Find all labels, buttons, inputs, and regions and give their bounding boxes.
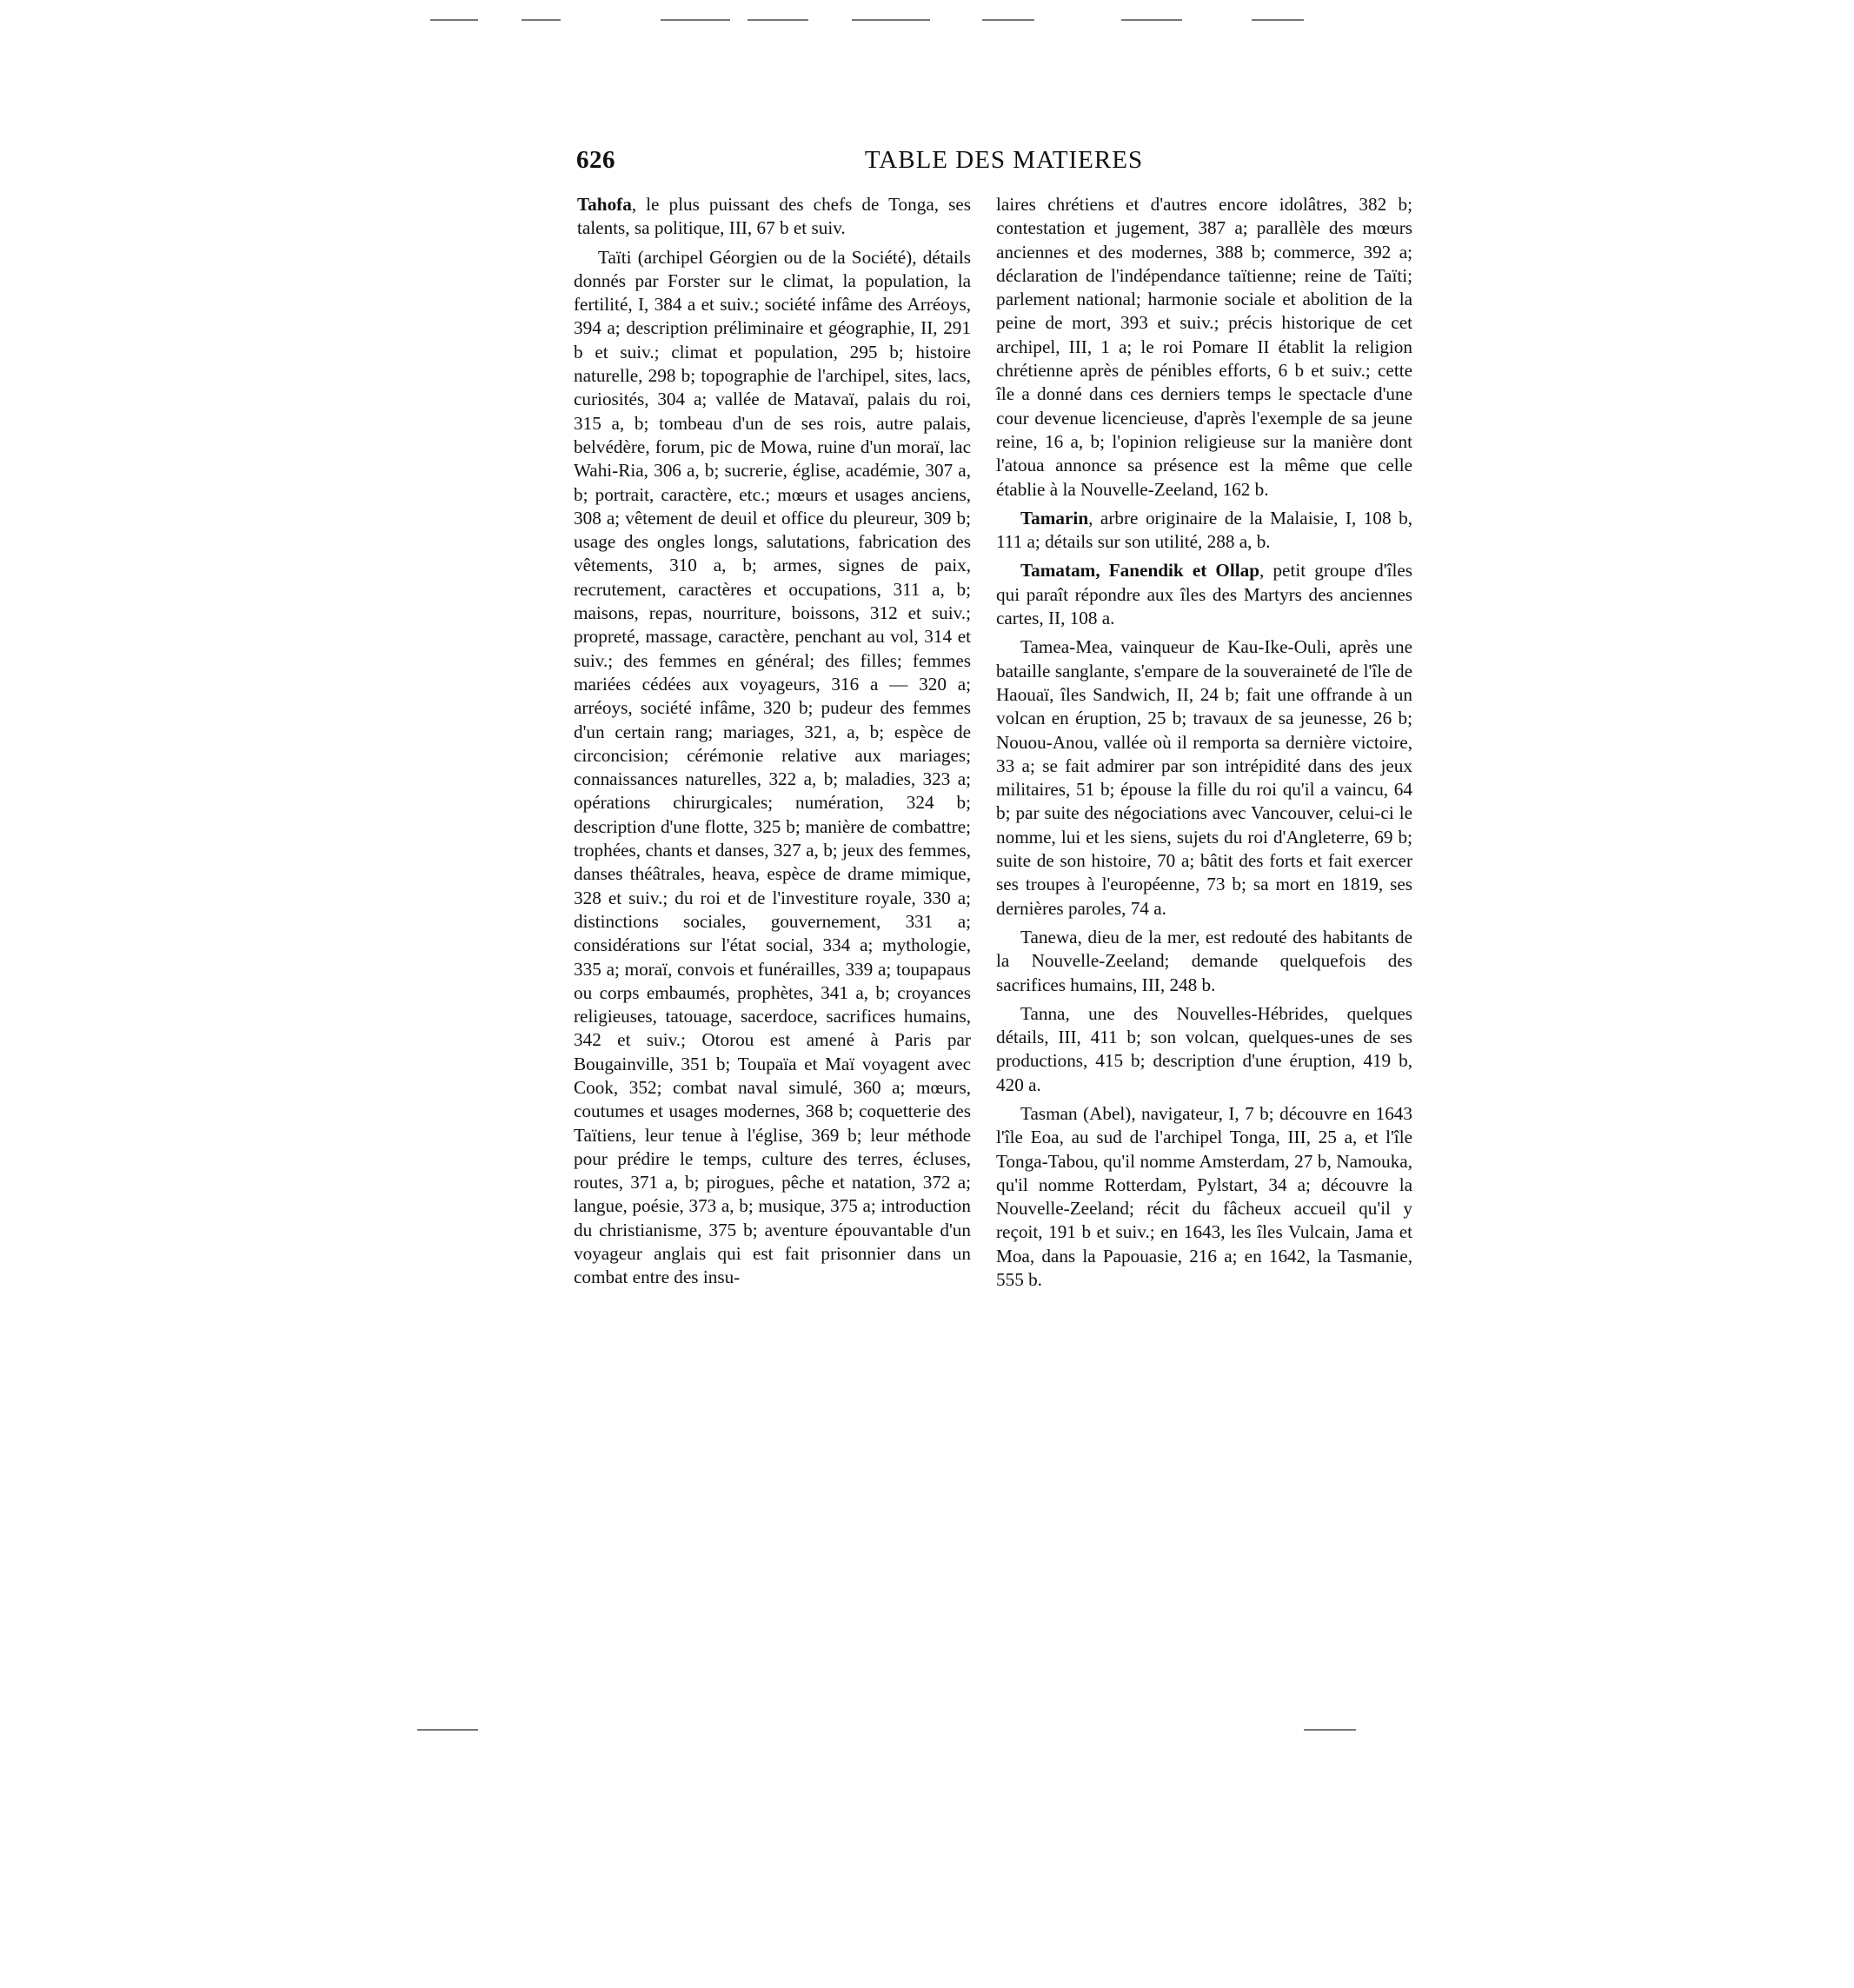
left-column	[574, 193, 971, 1295]
index-entry	[574, 246, 971, 1290]
entry-text: , le plus puissant des chefs de Tonga, ses talents, sa politique, III, 67 b et suiv.	[577, 194, 971, 239]
entry-head: Tamea-Mea	[1020, 636, 1108, 658]
entry-text: , une des Nouvelles-Hébrides, quelques détails, III, 411 b; son volcan, quelques-unes de ses productions, 415 b; description d'une éruption, 419 b, 420 a.	[996, 1002, 1412, 1095]
page-header	[569, 146, 1439, 181]
entry-text: (Abel), navigateur, I, 7 b; découvre en 1643 l'île Eoa, au sud de l'archipel Tonga, III, 25 a, et l'île Tonga-Tabou, qu'il nomme Amsterdam, 27 b, Namouka, qu'il nomme Rotterdam, Pylstart, 34 a; découvre la Nouvelle-Zeeland; récit du fâcheux accueil qu'il y reçoit, 191 b et suiv.; en 1643, les îles Vulcain, Jama et Moa, dans la Papouasie, 216 a; en 1642, la Tasmanie, 555 b.	[996, 1102, 1412, 1291]
index-entry	[996, 559, 1412, 630]
index-entry	[574, 193, 971, 241]
entry-text: , dieu de la mer, est redouté des habitants de la Nouvelle-Zeeland; demande quelquefois des sacrifices humains, III, 248 b.	[996, 926, 1412, 995]
entry-text: laires chrétiens et d'autres encore idolâtres, 382 b; contestation et jugement, 387 a; parallèle des mœurs anciennes et des modernes, 388 b; commerce, 392 a; déclaration de l'indépendance taïtienne; reine de Taïti; parlement national; harmonie sociale et abolition de la peine de mort, 393 et suiv.; précis historique de cet archipel, III, 1 a; le roi Pomare II établit la religion chrétienne après de pénibles efforts, 6 b et suiv.; cette île a donné dans ces derniers temps le spectacle d'une cour devenue licencieuse, d'après l'exemple de sa jeune reine, 16 a, b; l'opinion religieuse sur la manière dont l'atoua annonce sa présence est la même que celle établie à la Nouvelle-Zeeland, 162 b.	[996, 194, 1412, 500]
entry-text: , vainqueur de Kau-Ike-Ouli, après une bataille sanglante, s'empare de la souveraineté de l'île de Haouaï, îles Sandwich, II, 24 b; fait une offrande à un volcan en éruption, 25 b; travaux de sa jeunesse, 26 b; Nouou-Anou, vallée où il remporta sa dernière victoire, 33 a; se fait admirer par son intrépidité dans des jeux militaires, 51 b; épouse la fille du roi qu'il a vaincu, 64 b; par suite des négociations avec Vancouver, celui-ci le nomme, lui et les siens, sujets du roi d'Angleterre, 69 b; suite de son histoire, 70 a; bâtit des forts et fait exercer ses troupes à l'européenne, 73 b; sa mort en 1819, ses dernières paroles, 74 a.	[996, 636, 1412, 919]
page-number: 626	[576, 146, 615, 174]
index-entry	[996, 1002, 1412, 1097]
index-entry	[996, 507, 1412, 555]
index-entry	[996, 1102, 1412, 1292]
running-title: TABLE DES MATIERES	[864, 146, 1144, 174]
entry-text: (archipel Géorgien ou de la Société), détails donnés par Forster sur le climat, la population, la fertilité, I, 384 a et suiv.; société infâme des Arréoys, 394 a; description préliminaire et géographie, II, 291 b et suiv.; climat et population, 295 b; histoire naturelle, 298 b; topographie de l'archipel, sites, lacs, curiosités, 304 a; vallée de Matavaï, palais du roi, 315 a, b; tombeau d'un de ses rois, autre palais, belvédère, forum, pic de Mowa, ruine d'un moraï, lac Wahi-Ria, 306 a, b; sucrerie, église, académie, 307 a, b; portrait, caractère, etc.; mœurs et usages anciens, 308 a; vêtement de deuil et office du pleureur, 309 b; usage des ongles longs, salutations, fabrication des vêtements, 310 a, b; armes, signes de paix, recrutement, caractères et occupations, 311 a, b; maisons, repas, nourriture, boissons, 312 et suiv.; propreté, massage, caractère, penchant au vol, 314 et suiv.; des femmes en général; des filles; femmes mariées cédées aux voyageurs, 316 a — 320 a; arréoys, société infâme, 320 b; pudeur des femmes d'un certain rang; mariages, 321, a, b; espèce de circoncision; cérémonie relative aux mariages; connaissances naturelles, 322 a, b; maladies, 323 a; opérations chirurgicales; numération, 324 b; description d'une flotte, 325 b; manière de combattre; trophées, chants et danses, 327 a, b; jeux des femmes, danses théâtrales, heava, espèce de drame mimique, 328 et suiv.; du roi et de l'investiture royale, 330 a; distinctions sociales, gouvernement, 331 a; considérations sur l'état social, 334 a; mythologie, 335 a; moraï, convois et funérailles, 339 a; toupapaus ou corps embaumés, prophètes, 341 a, b; croyances religieuses, tatouage, sacerdoce, sacrifices humains, 342 et suiv.; Otorou est amené à Paris par Bougainville, 351 b; Toupaïa et Maï voyagent avec Cook, 352; combat naval simulé, 360 a; mœurs, coutumes et usages modernes, 368 b; coquetterie des Taïtiens, leur tenue à l'église, 369 b; leur méthode pour prédire le temps, culture des terres, écluses, routes, 371 a, b; pirogues, pêche et natation, 372 a; langue, poésie, 373 a, b; musique, 375 a; introduction du christianisme, 375 b; aventure épouvantable d'un voyageur anglais qui est fait prisonnier dans un combat entre des insu-	[574, 246, 971, 1288]
scan-edge-bottom	[0, 1725, 1854, 1734]
scan-edge-top	[0, 16, 1854, 24]
index-entry	[996, 926, 1412, 997]
entry-text: , petit groupe d'îles qui paraît répondre aux îles des Martyrs des anciennes cartes, II, 108 a.	[996, 560, 1413, 629]
entry-head: Tamarin	[1020, 507, 1089, 529]
entry-head: Tanna	[1020, 1002, 1066, 1024]
right-column	[996, 193, 1412, 1297]
entry-head: Tamatam, Fanendik et Ollap	[1020, 560, 1260, 582]
entry-head: Taïti	[598, 246, 632, 268]
index-entry-continuation	[996, 193, 1412, 502]
entry-head: Tahofa	[577, 194, 632, 215]
entry-head: Tanewa	[1020, 926, 1078, 947]
entry-head: Tasman	[1020, 1102, 1078, 1124]
entry-text: , arbre originaire de la Malaisie, I, 108 b, 111 a; détails sur son utilité, 288 a, b.	[996, 507, 1412, 553]
index-entry	[996, 635, 1412, 921]
